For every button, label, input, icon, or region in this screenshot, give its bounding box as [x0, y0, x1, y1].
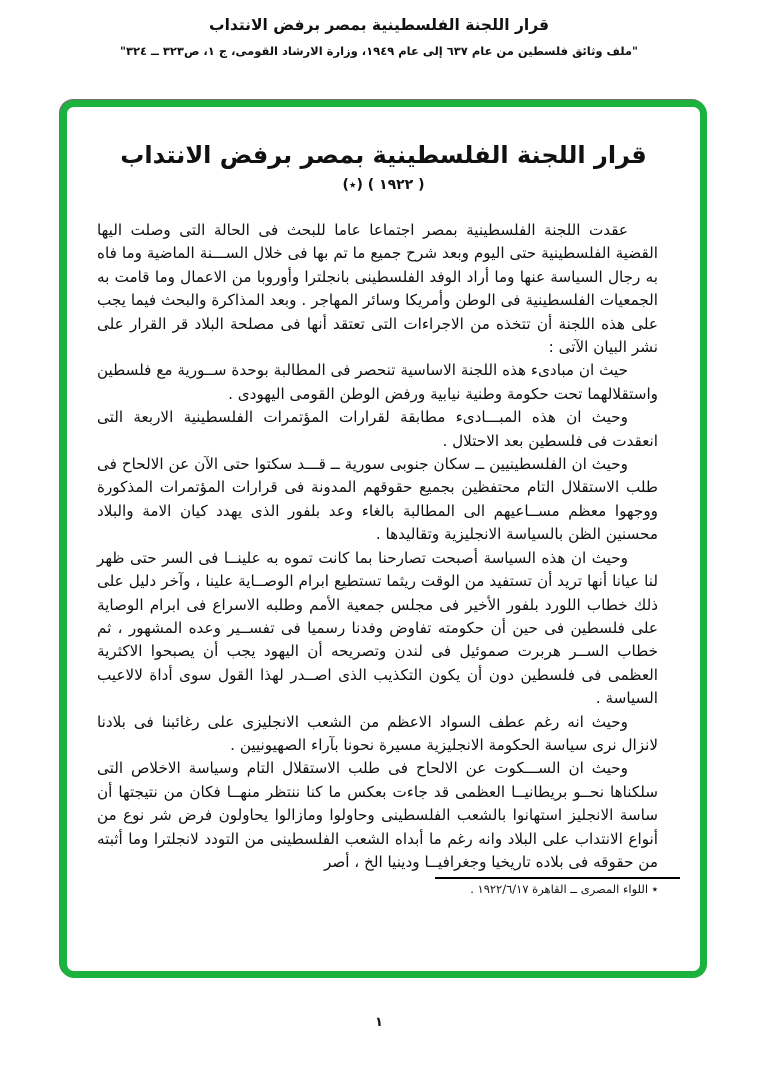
page-header	[0, 16, 758, 58]
document-title: قرار اللجنة الفلسطينية بمصر برفض الانتداب	[120, 141, 647, 169]
green-border-frame	[60, 100, 707, 978]
body-paragraph: وحيث ان هذه السياسة أصبحت تصارحنا بما كانت تموه به علينــا فى السر حتى ظهر لنا عيانا أنها تريد أن تستفيد من الوقت ريثما تستطيع ابرام الوصــاية علينا ، وآخر دليل على ذلك خطاب اللورد بلفور الأخير فى مجلس جمعية الأمم وطلبه الاسراع فى ابرام الوصاية على فلسطين فى حين أن حكومته تفاوض وفدنا رسميا فى تفســير وعده المشهور ، ثم خطاب الســر هربرت صموئيل فى لندن وتصريحه أن اليهود يجب أن يصبحوا الاكثرية العظمى فى فلسطين دون أن يكون التكذيب الذى اصــدر لهذا القول سوى أداة لالاعيب السياسة .	[97, 548, 658, 708]
header-source-citation: "ملف وثائق فلسطين من عام ٦٣٧ إلى عام ١٩٤٩، وزارة الارشاد القومى، ج ١، ص٣٢٣ ــ ٣٢٤"	[119, 44, 639, 58]
header-title: قرار اللجنة الفلسطينية بمصر برفض الانتداب	[209, 16, 549, 34]
footnote-text: ٭ اللواء المصرى ــ القاهرة ١٩٢٢/٦/١٧ .	[470, 882, 658, 897]
body-paragraph: وحيث انه رغم عطف السواد الاعظم من الشعب الانجليزى على رغائبنا فى بلادنا لانزال نرى سياسة الحكومة الانجليزية مسيرة نحونا بآراء الصهيونيين .	[97, 712, 658, 754]
footnote-divider	[435, 877, 680, 879]
document-year-line: ( ١٩٢٢ ) (٭)	[342, 177, 425, 193]
body-paragraph: عقدت اللجنة الفلسطينية بمصر اجتماعا عاما للبحث فى الحالة التى وصلت اليها القضية الفلسطينية حتى اليوم وبعد شرح جميع ما تم بها فى خلال الســـنة الماضية وما فاه به رجال السياسة عنها وما أراد الوفد الفلسطينى بانجلترا وأوروبا من الاعمال وما قامت به الجمعيات الفلسطينية فى الوطن وأمريكا وسائر المهاجر . وبعد المذاكرة والبحث فيما يجب على هذه اللجنة أن تتخذه من الاجراءات التى تعتقد أنها فى مصلحة البلاد قر القرار على نشر البيان الآتى :	[97, 221, 658, 357]
page-number: ١	[375, 1015, 383, 1030]
body-paragraph: وحيث ان الســـكوت عن الالحاح فى طلب الاستقلال التام وسياسة الاخلاص التى سلكناها نحــو بريطانيــا العظمى قد جاءت بعكس ما كنا ننتظر منهــا فكان من نتيجتها أن ساسة الانجليز استهانوا بالشعب الفلسطينى وحاولوا ومازالوا يحاولون فرض شر نوع من أنواع الانتداب على البلاد وانه رغم ما أبداه الشعب الفلسطينى من التودد لانجلترا وما أثبته من حقوقه فى بلاده تاريخيا وجغرافيــا ودينيا الخ ، أصر	[97, 759, 658, 871]
body-paragraph: حيث ان مبادىء هذه اللجنة الاساسية تنحصر فى المطالبة بوحدة ســورية مع فلسطين واستقلالهما تحت حكومة وطنية نيابية ورفض الوطن القومى اليهودى .	[97, 361, 658, 403]
document-content	[67, 141, 700, 1005]
document-body-text	[67, 219, 700, 874]
body-paragraph: وحيث ان الفلسطينيين ــ سكان جنوبى سورية ــ قـــد سكتوا حتى الآن عن الالحاح فى طلب الاستقلال التام محتفظين بجميع حقوقهم المدونة فى قرارات المؤتمرات المذكورة ووجهوا معظم مســاعيهم الى المطالبة بالغاء وعد بلفور الذى يهدد كيان الامة والبلاد محسنين الظن بالسياسة الانجليزية وتقاليدها .	[97, 455, 658, 544]
body-paragraph: وحيث ان هذه المبـــادىء مطابقة لقرارات المؤتمرات الفلسطينية الاربعة التى انعقدت فى فلسطين بعد الاحتلال .	[97, 408, 658, 450]
footnote-block	[67, 877, 700, 896]
